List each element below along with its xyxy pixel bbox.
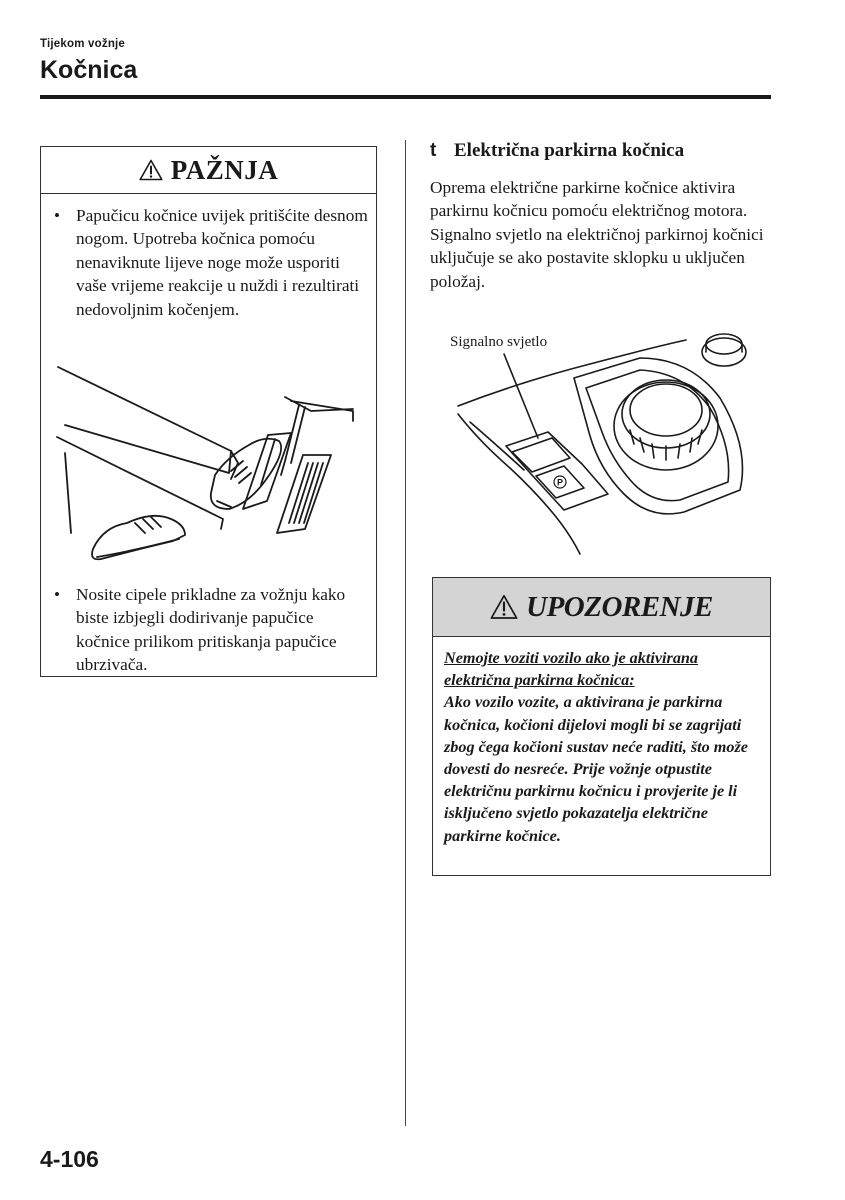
page-number: 4-106 bbox=[40, 1146, 99, 1172]
warning-title: UPOZORENJE bbox=[526, 590, 713, 623]
section-label: Tijekom vožnje bbox=[40, 38, 126, 50]
parking-brake-switch bbox=[554, 476, 566, 488]
caution-list-top bbox=[41, 204, 371, 321]
page-title: Kočnica bbox=[40, 56, 138, 84]
equipment-marker: t bbox=[430, 140, 437, 161]
caution-list-bottom bbox=[41, 583, 371, 677]
caution-bullet: • Papučicu kočnice uvijek pritišćite desnom nogom. Upotreba kočnica pomoću nenaviknute lijeve noge može usporiti vaše vrijeme reakcije u nuždi i rezultirati nedovoljnim kočenjem. bbox=[41, 204, 371, 321]
console-illustration bbox=[440, 318, 766, 558]
parking-brake-paragraph: Oprema električne parkirne kočnice aktivira parkirnu kočnicu pomoću električnog motora. Signalno svjetlo na električnoj parkirnoj kočnici uključuje se ako postavite sklopku u uključen položaj. bbox=[430, 178, 764, 291]
caution-header bbox=[41, 147, 376, 194]
warning-triangle-icon bbox=[139, 159, 163, 181]
warning-triangle-icon bbox=[490, 594, 518, 620]
caution-bullet: • Nosite cipele prikladne za vožnju kako biste izbjegli dodirivanje papučice kočnice prilikom pritiskanja papučice ubrzivača. bbox=[41, 583, 371, 677]
warning-header bbox=[433, 578, 770, 637]
title-rule bbox=[40, 95, 771, 99]
caution-title: PAŽNJA bbox=[170, 154, 279, 185]
warning-lead: Nemojte voziti vozilo ako je aktivirana električna parkirna kočnica: bbox=[444, 649, 699, 690]
warning-text: Ako vozilo vozite, a aktivirana je parkirna kočnica, kočioni dijelovi mogli bi se zagrijati zbog čega kočioni sustav neće raditi, što može dovesti do nesreće. Prije vožnje otpustite električnu parkirnu kočnicu i provjerite je li isključeno svjetlo pokazatelja električne parkirne kočnice. bbox=[444, 693, 748, 845]
column-divider bbox=[405, 140, 406, 1126]
parking-symbol: P bbox=[556, 477, 564, 488]
signal-light-label: Signalno svjetlo bbox=[450, 334, 548, 350]
caution-box bbox=[40, 146, 377, 677]
warning-box bbox=[432, 577, 771, 876]
parking-brake-heading: Električna parkirna kočnica bbox=[454, 140, 685, 161]
pedal-illustration bbox=[53, 363, 365, 563]
warning-body bbox=[433, 637, 770, 847]
